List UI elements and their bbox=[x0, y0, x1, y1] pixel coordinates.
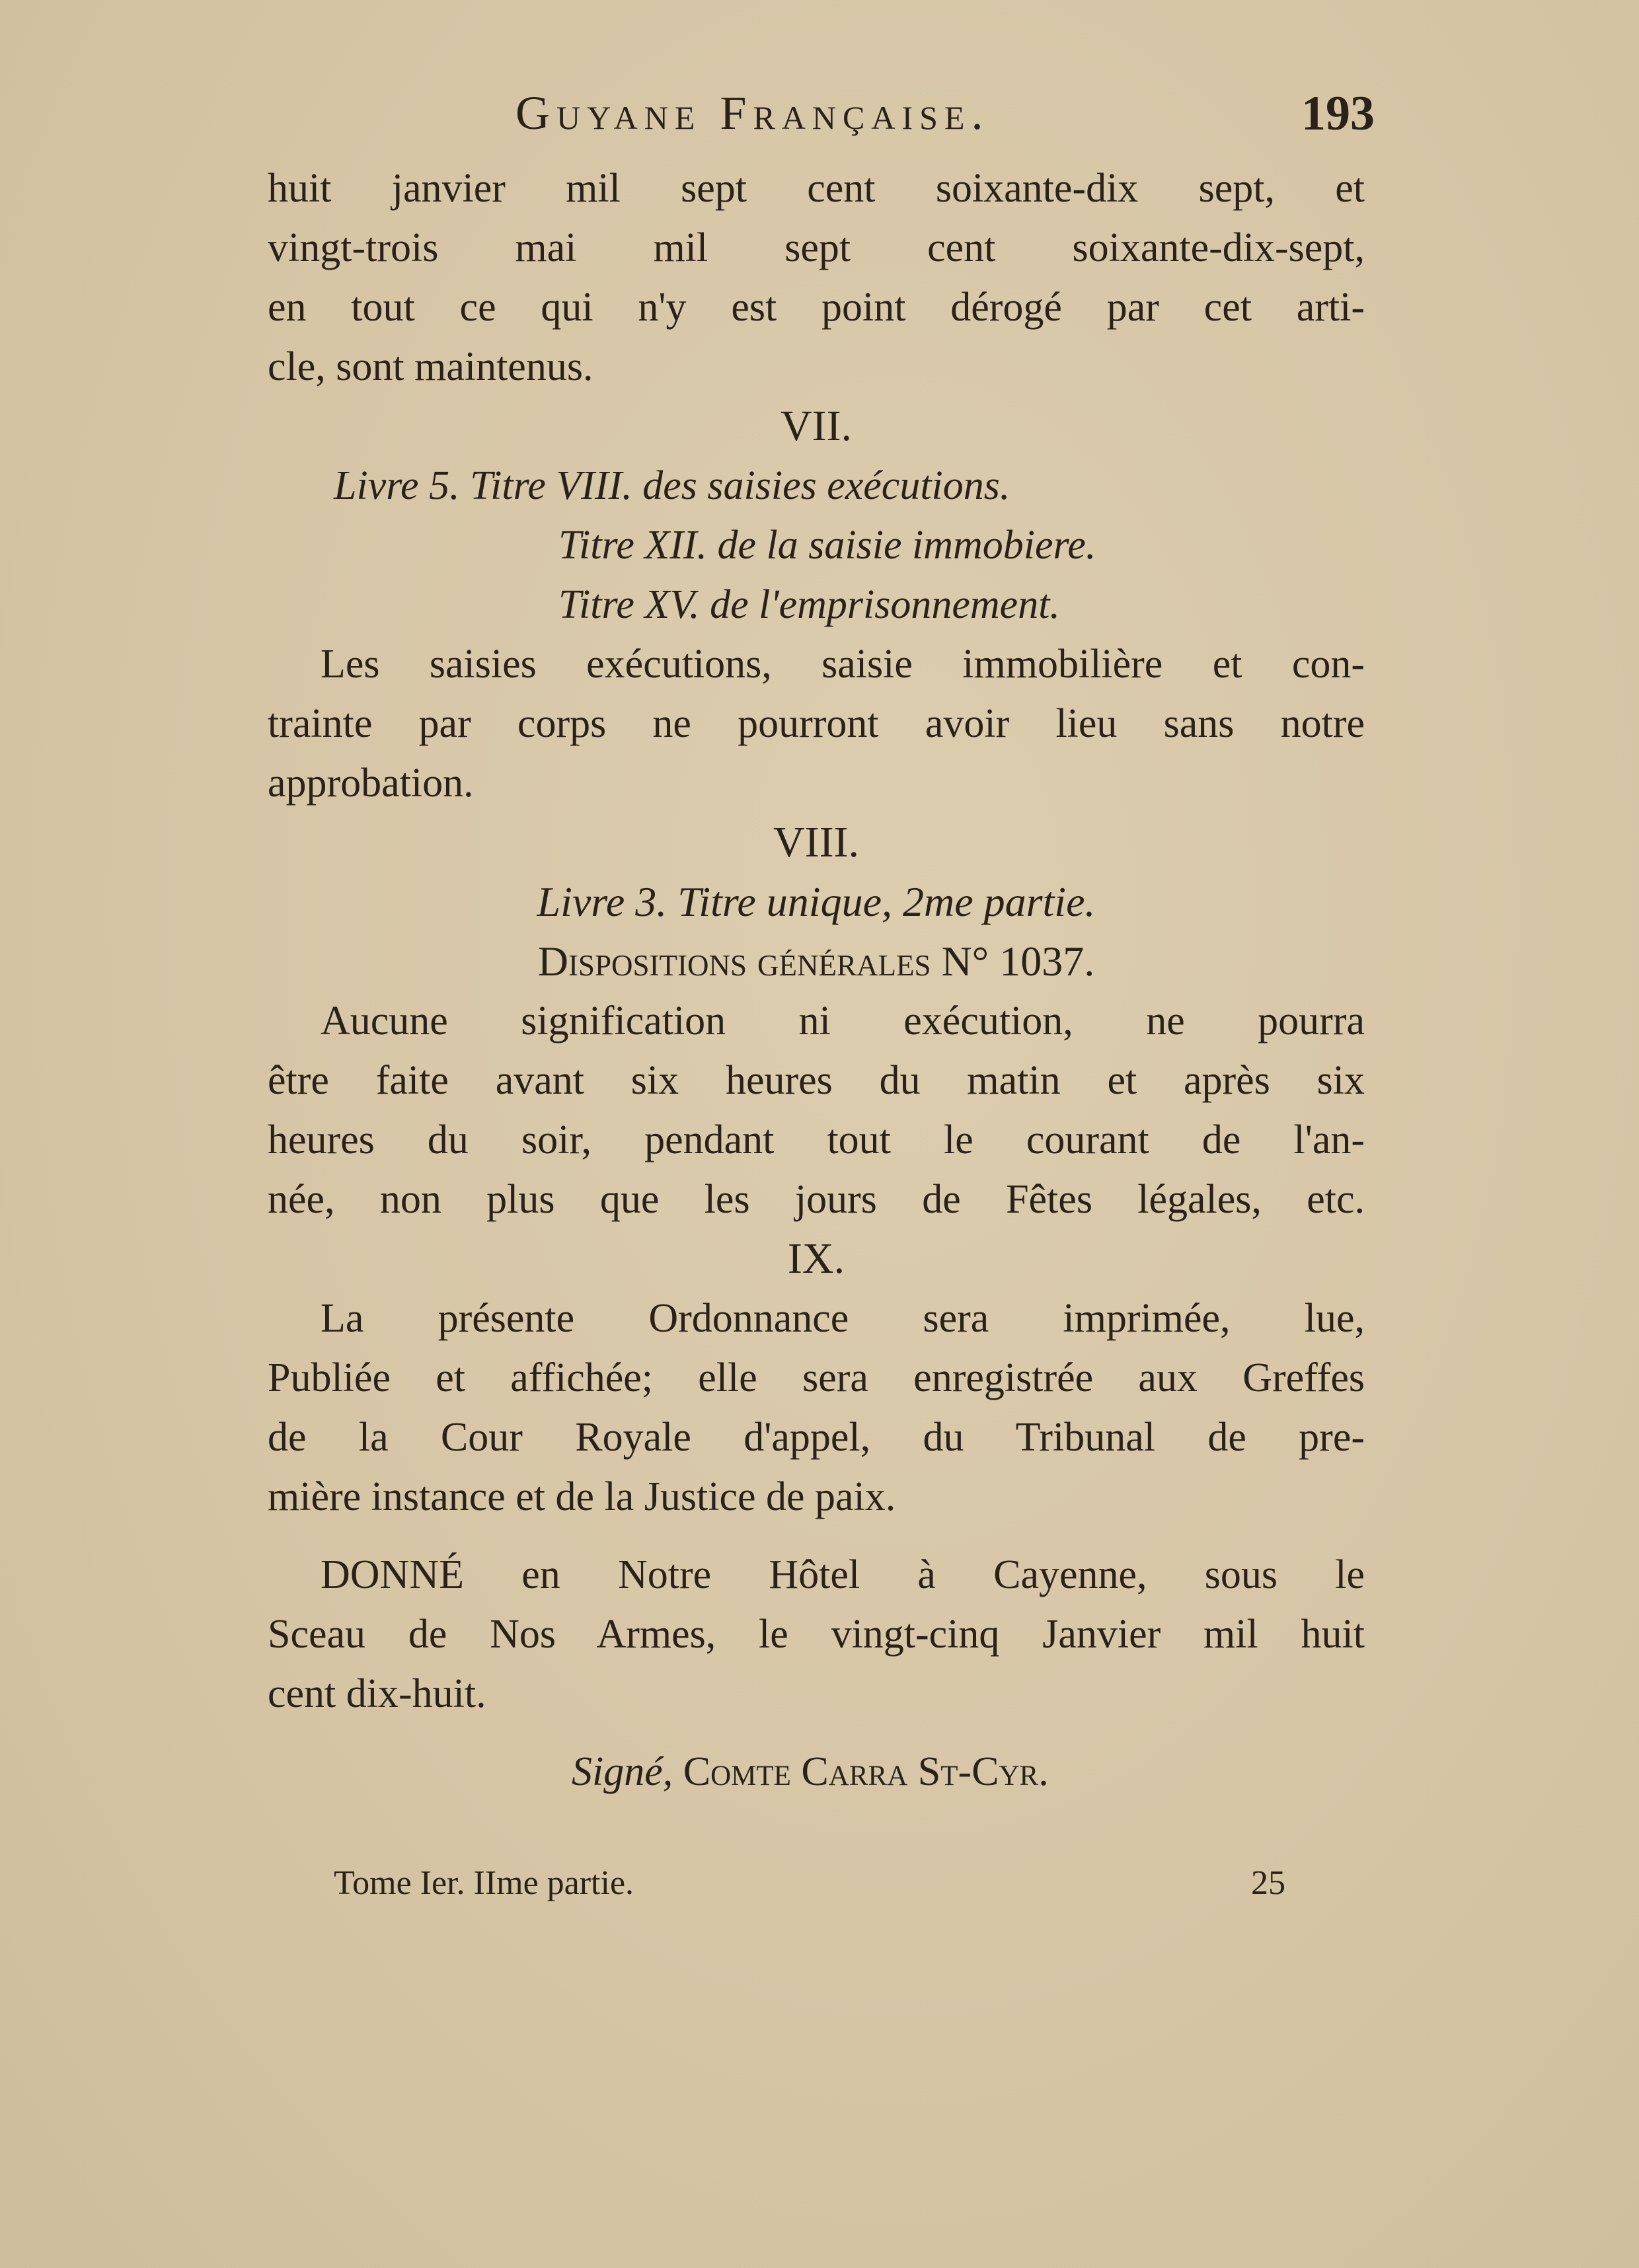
text-line: heures du soir, pendant tout le courant de l'an- bbox=[268, 1117, 1365, 1162]
text-line: huit janvier mil sept cent soixante-dix sept, et bbox=[268, 166, 1365, 211]
signatory: Comte Carra St-Cyr. bbox=[683, 1749, 1049, 1794]
running-title: Guyane Française. bbox=[515, 87, 990, 139]
text-line: Publiée et affichée; elle sera enregistrée aux Greffes bbox=[268, 1355, 1365, 1400]
gathering-signature: 25 bbox=[1251, 1864, 1285, 1902]
page-footer bbox=[334, 1864, 1285, 1916]
text-line: vingt-trois mai mil sept cent soixante-dix-sept, bbox=[268, 225, 1365, 270]
article-vii-ref: Livre 5. Titre VIII. des saisies exécutions. bbox=[334, 463, 1010, 508]
page-header bbox=[515, 86, 1375, 145]
signed-label: Signé, bbox=[572, 1749, 673, 1794]
article-vii-paragraph bbox=[268, 634, 1365, 813]
text-line: La présente Ordonnance sera imprimée, lue, bbox=[321, 1296, 1365, 1341]
body-text bbox=[268, 159, 1365, 1801]
text-line: DONNÉ en Notre Hôtel à Cayenne, sous le bbox=[321, 1552, 1365, 1597]
article-viii-numeral: VIII. bbox=[773, 818, 860, 866]
volume-mark: Tome Ier. IIme partie. bbox=[334, 1864, 634, 1902]
article-vii-numeral: VII. bbox=[780, 402, 853, 450]
article-vii-ref: Titre XII. de la saisie immobiere. bbox=[558, 523, 1096, 568]
text-line: Sceau de Nos Armes, le vingt-cinq Janvier mil huit bbox=[268, 1612, 1365, 1657]
text-line: Les saisies exécutions, saisie immobilière et con- bbox=[321, 642, 1365, 687]
article-viii-ref: Livre 3. Titre unique, 2me partie. bbox=[537, 878, 1096, 925]
article-vii-ref: Titre XV. de l'emprisonnement. bbox=[558, 582, 1060, 627]
text-line: Aucune signification ni exécution, ne pourra bbox=[321, 999, 1365, 1043]
article-ix-numeral: IX. bbox=[787, 1234, 845, 1283]
article-viii-subhead: Dispositions générales N° 1037. bbox=[537, 938, 1095, 985]
text-line: cent dix-huit. bbox=[268, 1671, 486, 1716]
article-ix-paragraph bbox=[268, 1289, 1365, 1527]
text-line: cle, sont maintenus. bbox=[268, 344, 593, 389]
text-line: en tout ce qui n'y est point dérogé par cet arti- bbox=[268, 285, 1365, 330]
text-line: de la Cour Royale d'appel, du Tribunal de pre- bbox=[268, 1415, 1365, 1460]
text-line: approbation. bbox=[268, 761, 474, 806]
text-line: mière instance et de la Justice de paix. bbox=[268, 1474, 896, 1519]
article-viii-paragraph bbox=[268, 991, 1365, 1229]
spacer bbox=[268, 1527, 1365, 1545]
continuation-paragraph bbox=[268, 159, 1365, 397]
text-line: née, non plus que les jours de Fêtes légales, etc. bbox=[268, 1177, 1365, 1222]
closing-paragraph bbox=[268, 1545, 1365, 1723]
spacer bbox=[268, 1723, 1365, 1742]
text-line: trainte par corps ne pourront avoir lieu sans notre bbox=[268, 701, 1365, 746]
text-line: être faite avant six heures du matin et après six bbox=[268, 1058, 1365, 1103]
page-number: 193 bbox=[1301, 87, 1375, 141]
signature-line bbox=[268, 1742, 1365, 1801]
